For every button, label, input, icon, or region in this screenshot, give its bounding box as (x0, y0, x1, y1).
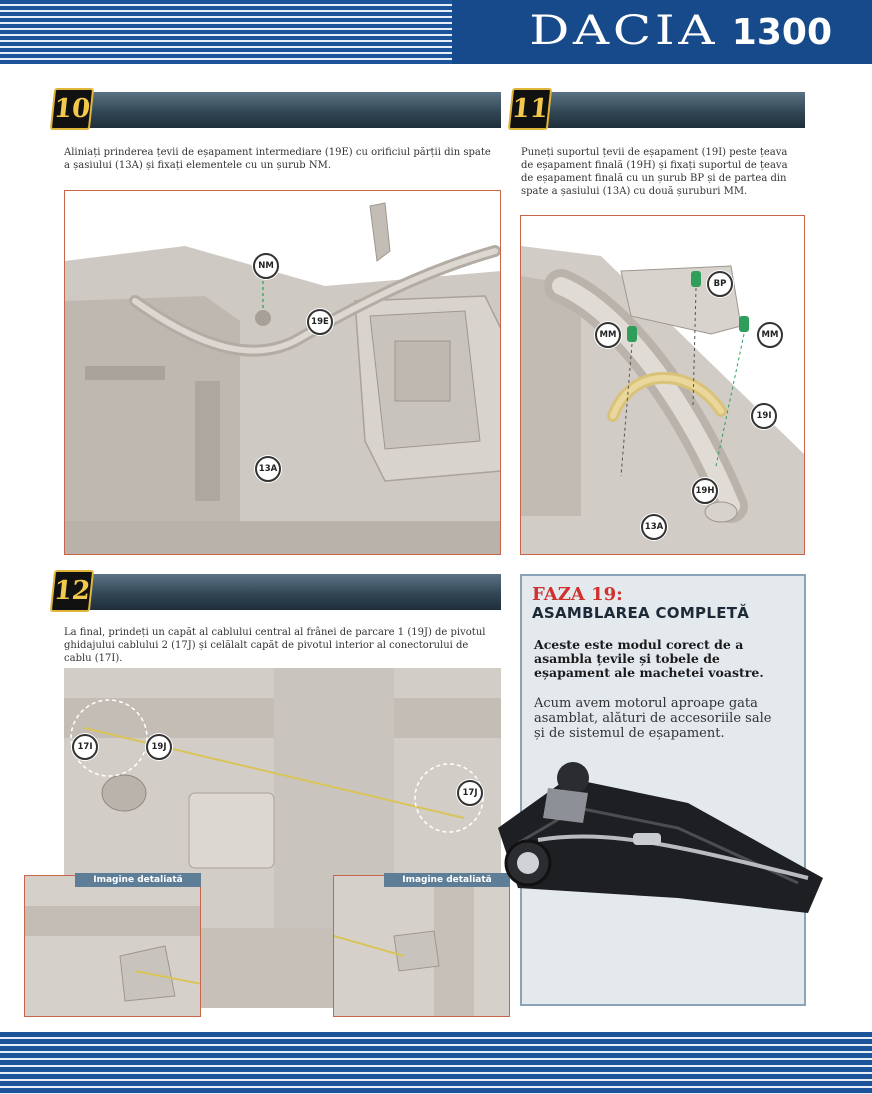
step-11-instruction: Puneți suportul țevii de eșapament (19I) peste țeava de eșapament finală (19H) și fixați suportul de țeava de eșapament finală cu un șurub BP și de partea din spate a șasiului (13A) cu două șuruburi MM. (521, 147, 788, 197)
callout-19h: 19H (692, 478, 718, 504)
faza-body-text: Acum avem motorul aproape gata asamblat, alături de accesoriile sale și de sistemul de eșapament. (534, 696, 772, 741)
callout-nm: NM (253, 253, 279, 279)
detail-box-left (24, 875, 201, 1017)
callout-17j: 17J (457, 780, 483, 806)
step-10-bar (52, 92, 501, 128)
header-band (0, 0, 872, 64)
callout-13a: 13A (255, 456, 281, 482)
step-10-number: 10 (50, 88, 94, 130)
faza-bold-text: Aceste este modul corect de a asambla țevile și tobele de eșapament ale machetei voastre. (534, 637, 764, 680)
chassis-rear-drawing (65, 191, 501, 555)
step-11-number: 11 (508, 88, 552, 130)
detail-left-drawing (25, 876, 201, 1017)
header-stripes (0, 0, 452, 64)
faza-subtitle: ASAMBLAREA COMPLETĂ (532, 604, 750, 622)
completed-model-image (478, 748, 830, 918)
step-10-illustration (64, 190, 501, 555)
step-11-bar (510, 92, 805, 128)
step-11-illustration (520, 215, 805, 555)
faza-title: FAZA 19: (532, 584, 623, 605)
step-12-number: 12 (50, 570, 94, 612)
callout-mm-left: MM (595, 322, 621, 348)
callout-mm-right: MM (757, 322, 783, 348)
brand-logo (528, 8, 832, 58)
callout-13a-step11: 13A (641, 514, 667, 540)
step-12-instruction: La final, prindeți un capăt al cablului central al frânei de parcare 1 (19J) de pivotul ghidajului cablului 2 (17J) și celălalt capăt de pivotul interior al conectorului de cablu (17I). (64, 627, 486, 664)
callout-19j: 19J (146, 734, 172, 760)
detail-label-right: Imagine detaliată (384, 873, 510, 887)
footer-band (0, 1032, 872, 1094)
brand-number: 1300 (731, 12, 832, 53)
callout-bp: BP (707, 271, 733, 297)
callout-19i: 19I (751, 403, 777, 429)
step-10-instruction: Aliniați prinderea țevii de eșapament intermediare (19E) cu orificiul părții din spate a șasiului (13A) și fixați elementele cu un șurub NM. (64, 147, 491, 171)
brand-word: DACIA (528, 8, 718, 54)
exhaust-bracket-drawing (521, 216, 805, 555)
step-12-bar (52, 574, 501, 610)
callout-19e: 19E (307, 309, 333, 335)
detail-label-left: Imagine detaliată (75, 873, 201, 887)
callout-17i: 17I (72, 734, 98, 760)
